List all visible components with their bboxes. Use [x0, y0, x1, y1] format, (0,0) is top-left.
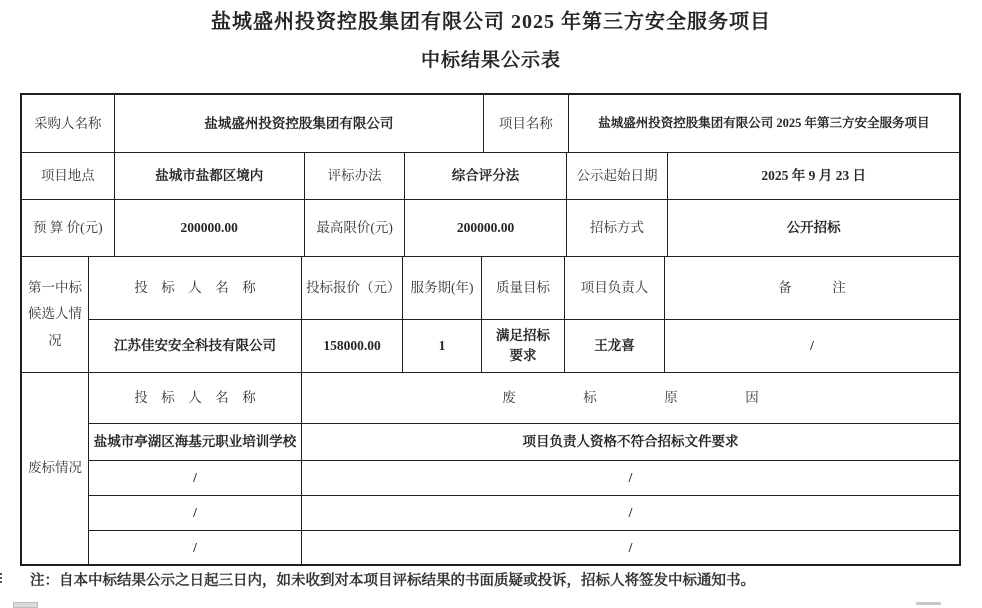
first-candidate-header-row — [89, 257, 959, 320]
max-price-value: 200000.00 — [405, 200, 566, 256]
rejected-bidder-header: 投 标 人 名 称 — [89, 373, 302, 423]
rejected-reason-value: / — [628, 539, 633, 555]
first-candidate-data-row — [89, 320, 959, 372]
bid-price-header: 投标报价（元） — [302, 257, 403, 319]
rejected-reason-value: 项目负责人资格不符合招标文件要求 — [522, 434, 739, 450]
project-name-label: 项目名称 — [484, 95, 569, 152]
table-row — [22, 153, 959, 200]
scrollbar-fragment-right — [916, 602, 941, 605]
first-candidate-section — [22, 257, 959, 373]
table-row — [22, 95, 959, 153]
bid-method-label: 招标方式 — [567, 200, 669, 256]
eval-method-value: 综合评分法 — [405, 153, 566, 199]
page-title: 盐城盛州投资控股集团有限公司 2025 年第三方安全服务项目 — [211, 11, 771, 33]
rejected-reason-value: / — [628, 505, 633, 521]
budget-value: 200000.00 — [115, 200, 305, 256]
bid-method-value: 公开招标 — [786, 220, 841, 236]
first-candidate-section-label: 第一中标候选人情况 — [22, 257, 89, 372]
table-row — [22, 200, 959, 257]
location-label: 项目地点 — [22, 153, 115, 199]
rejected-row — [89, 496, 959, 530]
results-table — [20, 93, 961, 566]
rejected-bidder-value: / — [89, 496, 302, 529]
rejected-row — [89, 531, 959, 564]
bidder-name-value: 江苏佳安安全科技有限公司 — [89, 320, 302, 372]
eval-method-label: 评标办法 — [305, 153, 406, 199]
budget-label: 预 算 价(元) — [22, 200, 115, 256]
note-text: 注：自本中标结果公示之日起三日内，如未收到对本项目评标结果的书面质疑或投诉，招标人将签发中标通知书。 — [30, 573, 755, 589]
project-manager-header: 项目负责人 — [565, 257, 665, 319]
left-edge-dots — [0, 571, 4, 585]
page-subtitle: 中标结果公示表 — [420, 50, 561, 71]
rejected-bidder-value: / — [89, 461, 302, 495]
rejected-header-row — [89, 373, 959, 424]
bidder-name-header: 投 标 人 名 称 — [89, 257, 302, 319]
remark-value: / — [810, 338, 814, 354]
rejected-bidder-value: / — [89, 531, 302, 564]
rejected-section-label: 废标情况 — [22, 373, 89, 564]
rejected-row — [89, 424, 959, 460]
location-value: 盐城市盐都区境内 — [115, 153, 305, 199]
scrollbar-fragment-left — [13, 602, 38, 608]
quality-target-header: 质量目标 — [482, 257, 565, 319]
purchaser-value: 盐城盛州投资控股集团有限公司 — [115, 95, 484, 152]
publicity-date-label: 公示起始日期 — [567, 153, 669, 199]
purchaser-label: 采购人名称 — [22, 95, 115, 152]
max-price-label: 最高限价(元) — [305, 200, 406, 256]
rejected-row — [89, 461, 959, 496]
bid-price-value: 158000.00 — [302, 320, 403, 372]
rejected-bidder-value: 盐城市亭湖区海基元职业培训学校 — [89, 424, 302, 459]
rejected-reason-header: 废 标 原 因 — [502, 390, 759, 406]
quality-target-value: 满足招标要求 — [482, 320, 565, 372]
service-period-header: 服务期(年) — [403, 257, 482, 319]
remark-header: 备 注 — [778, 280, 846, 296]
project-name-value: 盐城盛州投资控股集团有限公司 2025 年第三方安全服务项目 — [598, 116, 930, 131]
rejected-bids-section — [22, 373, 959, 564]
service-period-value: 1 — [403, 320, 482, 372]
publicity-date-value: 2025 年 9 月 23 日 — [761, 168, 866, 184]
project-manager-value: 王龙喜 — [565, 320, 665, 372]
rejected-reason-value: / — [628, 470, 633, 486]
